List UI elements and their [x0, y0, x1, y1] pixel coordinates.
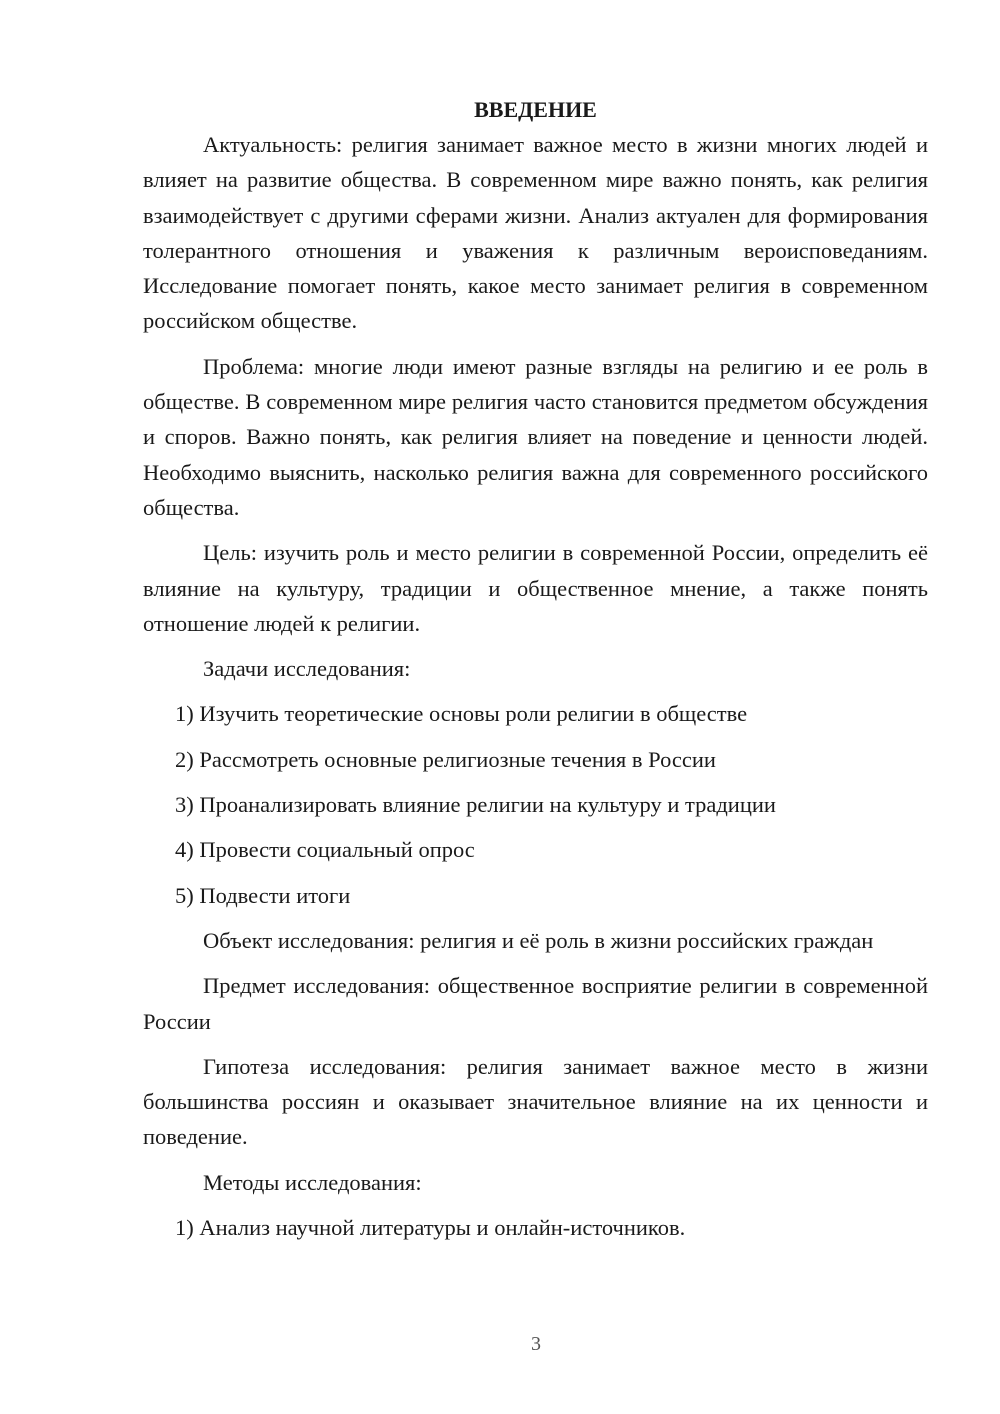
- paragraph-hypothesis: Гипотеза исследования: религия занимает важное место в жизни большинства россиян и оказывает значительное влияние на их ценности и поведение.: [143, 1053, 928, 1150]
- paragraph-relevance: Актуальность: религия занимает важное место в жизни многих людей и влияет на развитие общества. В современном мире важно понять, как религия взаимодействует с другими сферами жизни. Анализ актуален для формирования толерантного отношения и уважения к различным вероисповеданиям. Исследование помогает понять, какое место занимает религия в современном российском обществе.: [143, 132, 928, 334]
- list-item: 3) Проанализировать влияние религии на культуру и традиции: [175, 792, 776, 818]
- list-item: 5) Подвести итоги: [175, 882, 351, 908]
- list-item: 1) Анализ научной литературы и онлайн-источников.: [175, 1215, 686, 1241]
- methods-heading: Методы исследования:: [203, 1169, 422, 1195]
- paragraph-problem: Проблема: многие люди имеют разные взгляды на религию и ее роль в обществе. В современном мире религия часто становится предметом обсуждения и споров. Важно понять, как религия влияет на поведение и ценности людей. Необходимо выяснить, насколько религия важна для современного российского общества.: [143, 353, 928, 520]
- paragraph-object: Объект исследования: религия и её роль в жизни российских граждан: [203, 927, 874, 953]
- paragraph-subject: Предмет исследования: общественное восприятие религии в современной России: [143, 973, 928, 1034]
- page-number: 3: [531, 1333, 541, 1355]
- methods-list: [143, 1210, 928, 1245]
- tasks-heading: Задачи исследования:: [203, 656, 411, 682]
- paragraph-goal: Цель: изучить роль и место религии в современной России, определить её влияние на культуру, традиции и общественное мнение, а также понять отношение людей к религии.: [143, 540, 928, 636]
- document-page: [143, 92, 928, 1255]
- tasks-list: [143, 696, 928, 912]
- list-item: 4) Провести социальный опрос: [175, 837, 475, 863]
- list-item: 2) Рассмотреть основные религиозные течения в России: [175, 746, 716, 772]
- list-item: 1) Изучить теоретические основы роли религии в обществе: [175, 701, 748, 727]
- section-title: ВВЕДЕНИЕ: [474, 97, 597, 122]
